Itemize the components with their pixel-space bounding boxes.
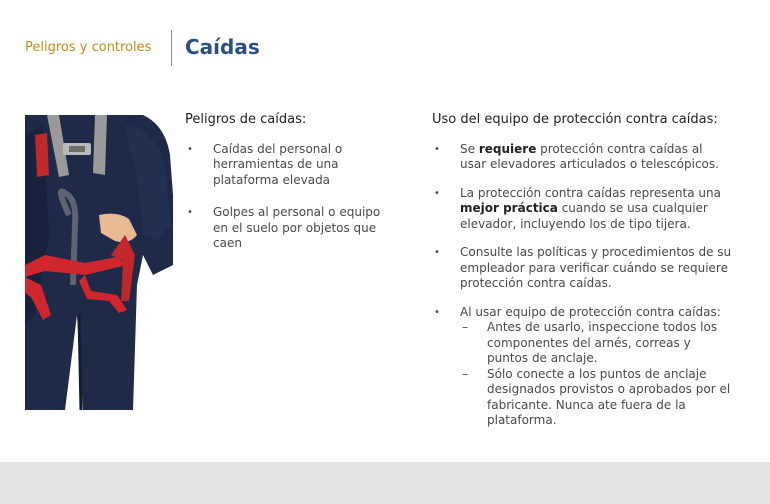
list-item — [432, 305, 732, 429]
header-divider — [171, 30, 172, 66]
footer-bar — [0, 462, 770, 504]
sub-list — [460, 320, 732, 429]
list-item: • La protección contra caídas representa una mejor práctica cuando se usa cualquier elevador, incluyendo los de tipo tijera. — [432, 186, 732, 233]
page-title: Caídas — [185, 35, 260, 59]
fall-protection-list — [432, 142, 732, 429]
list-item: • Golpes al personal o equipo en el suelo por objetos que caen — [185, 205, 385, 252]
sub-list-item: – Sólo conecte a los puntos de anclaje designados provistos o aprobados por el fabricante. Nunca ate fuera de la plataforma. — [460, 367, 732, 429]
fall-protection-heading: Uso del equipo de protección contra caídas: — [432, 112, 718, 127]
emphasis-text: mejor práctica — [460, 201, 558, 215]
list-item: • Se requiere protección contra caídas al usar elevadores articulados o telescópicos. — [432, 142, 732, 173]
section-label: Peligros y controles — [25, 40, 152, 55]
list-item: • Caídas del personal o herramientas de una plataforma elevada — [185, 142, 385, 189]
sub-list-item: – Antes de usarlo, inspeccione todos los componentes del arnés, correas y puntos de anclaje. — [460, 320, 732, 367]
worker-harness-photo — [25, 115, 173, 410]
fall-protection-column — [432, 112, 732, 442]
falls-hazards-heading: Peligros de caídas: — [185, 112, 307, 127]
list-item: • Consulte las políticas y procedimientos de su empleador para verificar cuándo se requiere protección contra caídas. — [432, 245, 732, 292]
emphasis-text: requiere — [478, 141, 537, 156]
falls-hazards-column — [185, 112, 385, 269]
falls-hazards-list — [185, 142, 385, 252]
list-item-text: Al usar equipo de protección contra caídas: — [460, 304, 721, 319]
